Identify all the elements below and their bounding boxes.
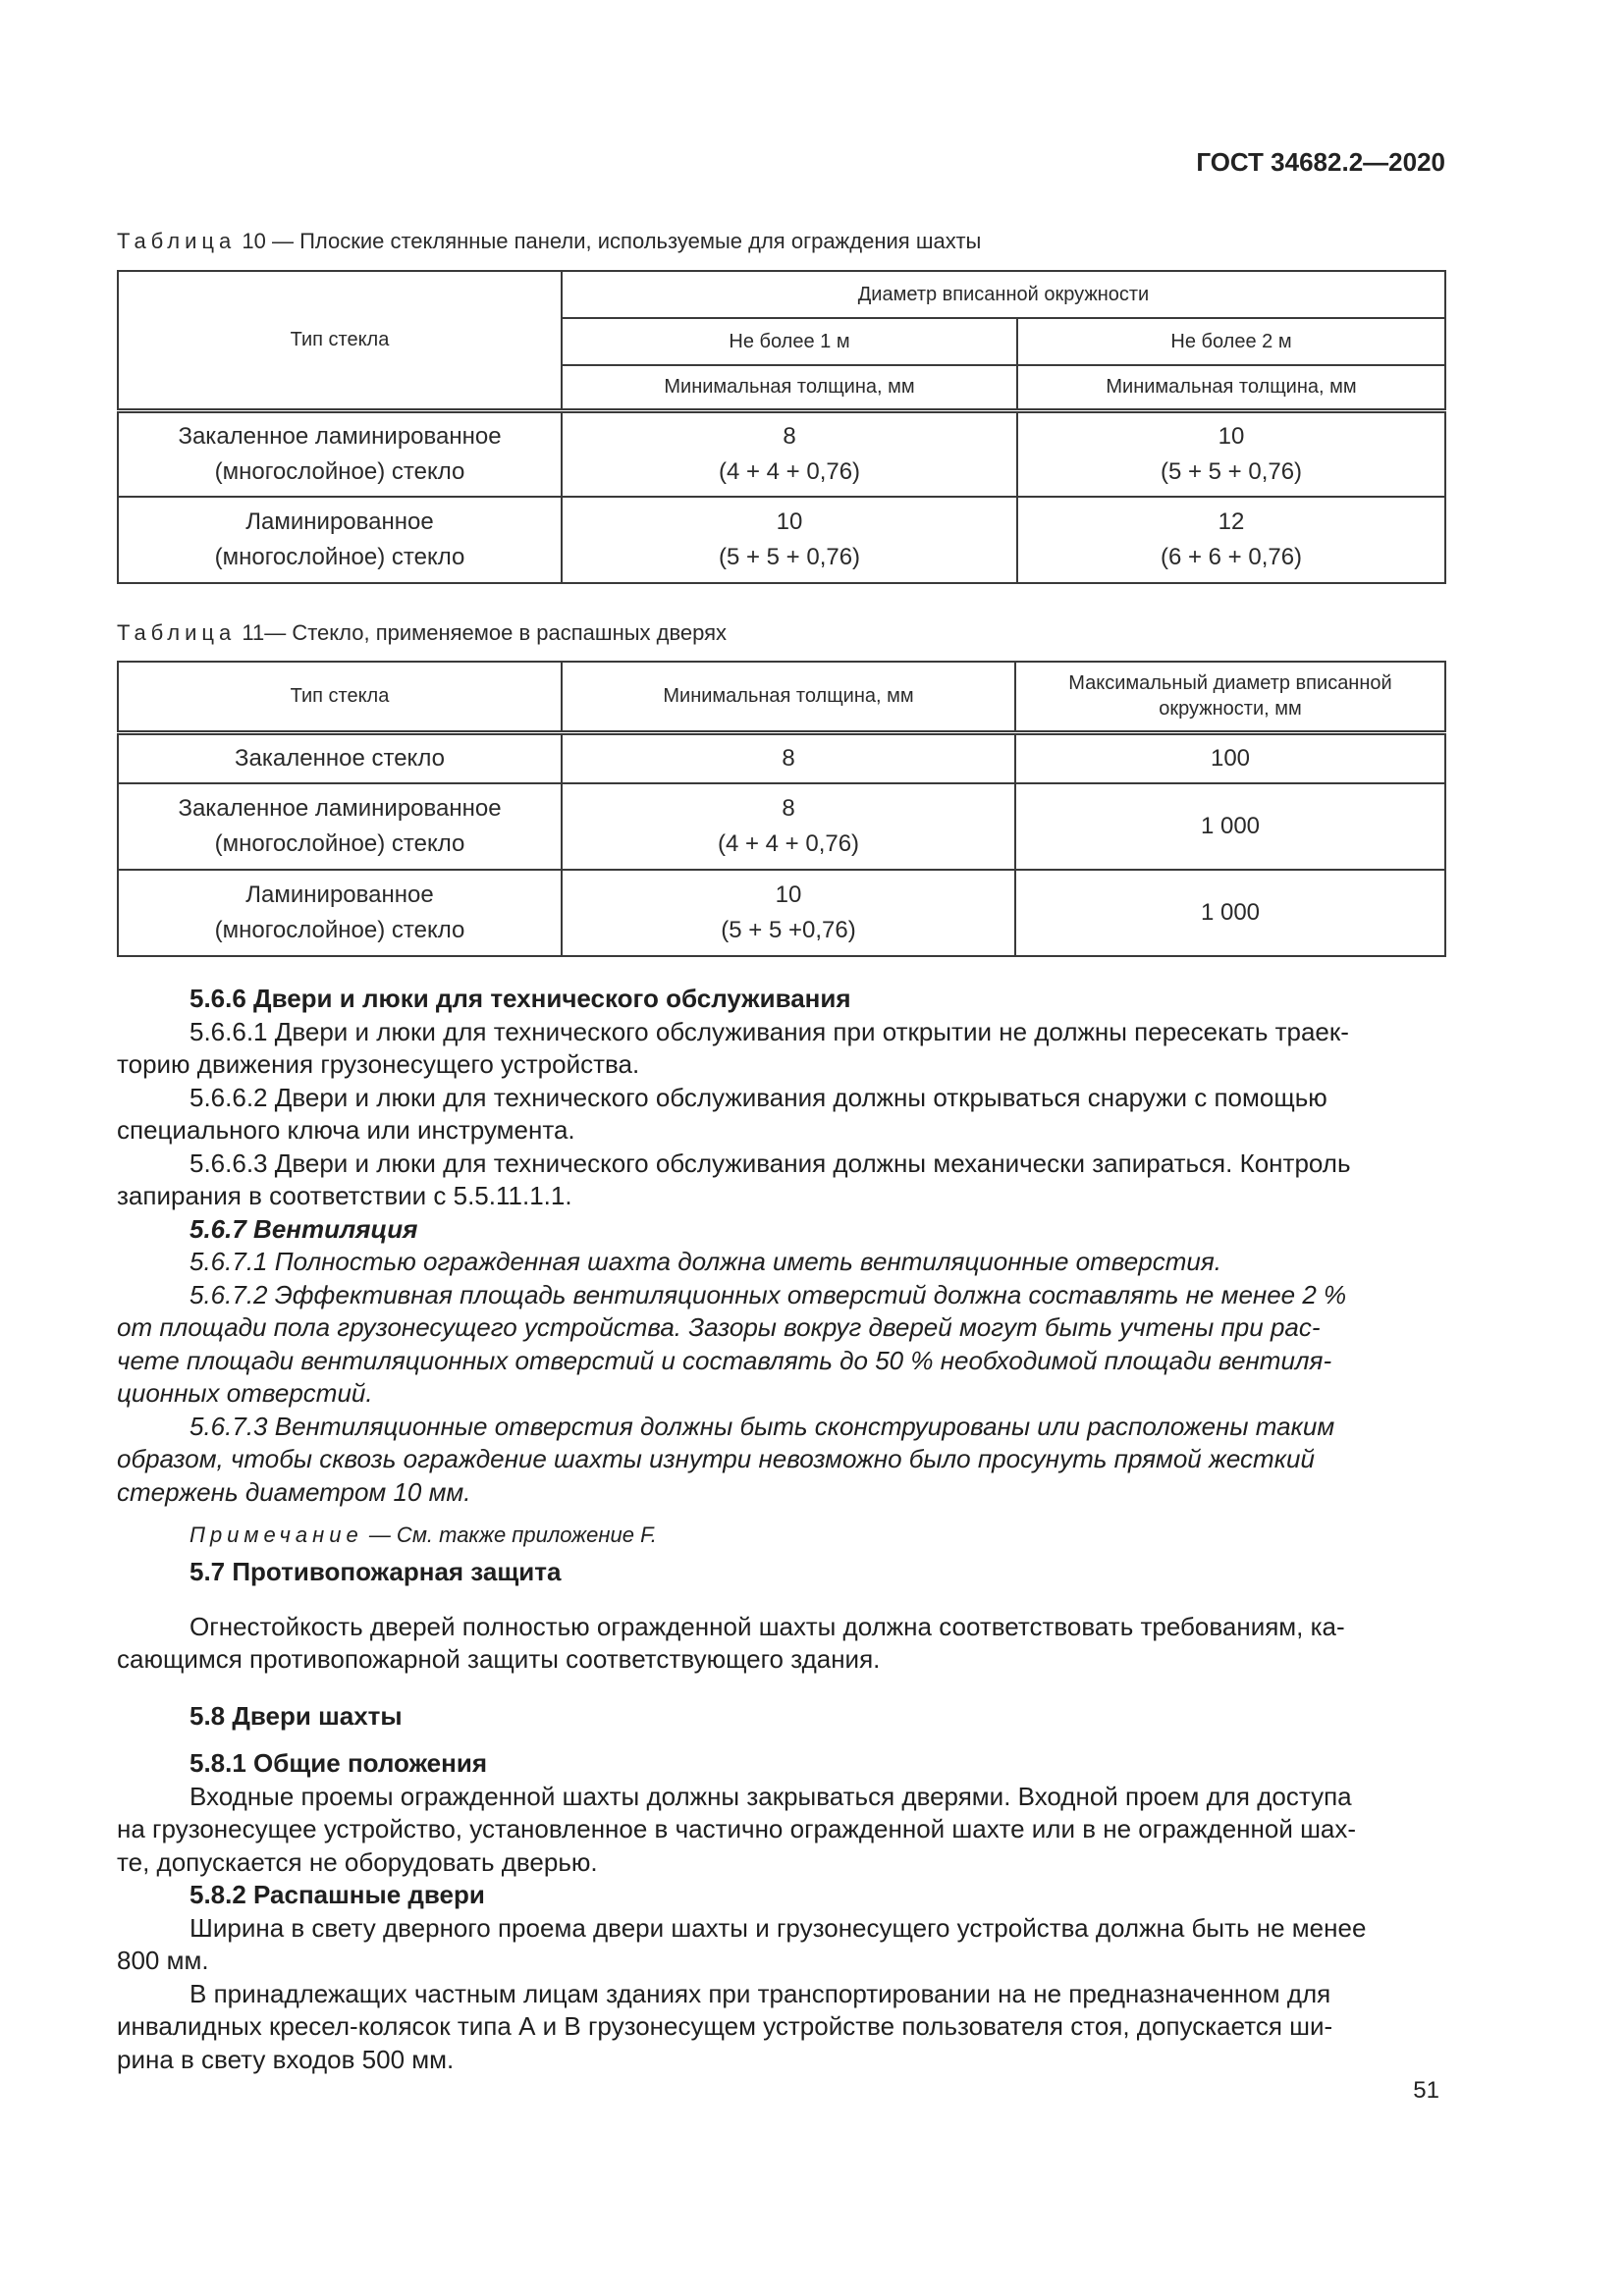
paragraph-line: образом, чтобы сквозь ограждение шахты изнутри невозможно было просунуть прямой жесткий <box>117 1444 1315 1473</box>
paragraph-line: инвалидных кресел-колясок типа А и В грузонесущем устройстве пользователя стоя, допускается ши- <box>117 2011 1333 2041</box>
table-10-header-2m: Не более 2 м <box>1017 318 1445 365</box>
paragraph-line: 5.6.7.1 Полностью огражденная шахта должна иметь вентиляционные отверстия. <box>189 1247 1221 1276</box>
table-cell-thickness: 8 (4 + 4 + 0,76) <box>562 410 1017 497</box>
table-10 <box>117 270 1446 584</box>
table-cell-max-diameter: 1 000 <box>1015 870 1445 956</box>
paragraph-line: Ширина в свету дверного проема двери шахты и грузонесущего устройства должна быть не менее <box>189 1912 1367 1943</box>
table-10-header-1m: Не более 1 м <box>562 318 1017 365</box>
table-11-caption-text: 11— Стекло, применяемое в распашных дверях <box>236 620 728 645</box>
table-cell-thickness: 10 (5 + 5 + 0,76) <box>562 497 1017 583</box>
table-11-header-max-diameter: Максимальный диаметр вписанной окружности, мм <box>1015 662 1445 732</box>
paragraph-line: Входные проемы огражденной шахты должны закрываться дверями. Входной проем для доступа <box>189 1781 1352 1811</box>
section-heading: 5.6.7 Вентиляция <box>189 1213 418 1244</box>
table-row <box>118 497 1445 583</box>
table-10-caption <box>117 229 981 254</box>
section-heading: 5.8 Двери шахты <box>189 1700 403 1731</box>
table-cell-glass-type: Ламинированное (многослойное) стекло <box>118 870 562 956</box>
table-10-header-diameter: Диаметр вписанной окружности <box>562 271 1445 318</box>
body-text <box>117 983 1444 2076</box>
table-10-header-min-thickness: Минимальная толщина, мм <box>562 365 1017 410</box>
table-10-header-min-thickness: Минимальная толщина, мм <box>1017 365 1445 410</box>
table-cell-glass-type: Закаленное ламинированное (многослойное) стекло <box>118 783 562 870</box>
paragraph-line: 5.6.7.3 Вентиляционные отверстия должны быть сконструированы или расположены таким <box>189 1411 1335 1441</box>
table-11-header-type: Тип стекла <box>118 662 562 732</box>
section-heading: 5.6.6 Двери и люки для технического обслуживания <box>189 984 851 1013</box>
table-11 <box>117 661 1446 957</box>
paragraph-line: 800 мм. <box>117 1946 209 1975</box>
paragraph-line: от площади пола грузонесущего устройства. Зазоры вокруг дверей могут быть учтены при рас- <box>117 1312 1321 1342</box>
note <box>117 1519 1444 1552</box>
paragraph-line: 5.6.6.1 Двери и люки для технического обслуживания при открытии не должны пересекать траек- <box>189 1016 1349 1046</box>
table-10-caption-text: 10 — Плоские стеклянные панели, используемые для ограждения шахты <box>236 229 982 253</box>
paragraph-line: 5.6.6.3 Двери и люки для технического обслуживания должны механически запираться. Контроль <box>189 1148 1351 1178</box>
table-row <box>118 783 1445 870</box>
table-cell-max-diameter: 100 <box>1015 732 1445 783</box>
paragraph-line: Огнестойкость дверей полностью огражденной шахты должна соответствовать требованиям, ка- <box>189 1611 1345 1641</box>
table-cell-thickness: 10 (5 + 5 +0,76) <box>562 870 1015 956</box>
table-cell-thickness: 8 <box>562 732 1015 783</box>
table-11-caption-prefix: Таблица <box>117 620 237 645</box>
table-row <box>118 732 1445 783</box>
table-10-header-type: Тип стекла <box>118 271 562 410</box>
paragraph-line: сающимся противопожарной защиты соответствующего здания. <box>117 1644 881 1674</box>
paragraph-line: 5.6.6.2 Двери и люки для технического обслуживания должны открываться снаружи с помощью <box>189 1082 1327 1112</box>
paragraph-line: чете площади вентиляционных отверстий и составлять до 50 % необходимой площади вентиля- <box>117 1345 1332 1375</box>
paragraph-line: запирания в соответствии с 5.5.11.1.1. <box>117 1181 572 1210</box>
table-11-header-min-thickness: Минимальная толщина, мм <box>562 662 1015 732</box>
paragraph-line: ционных отверстий. <box>117 1378 373 1408</box>
paragraph-line: торию движения грузонесущего устройства. <box>117 1049 640 1079</box>
section-heading: 5.7 Противопожарная защита <box>189 1557 562 1586</box>
paragraph-line: В принадлежащих частным лицам зданиях при транспортировании на не предназначенном для <box>189 1978 1331 2008</box>
note-label: Примечание <box>189 1522 363 1547</box>
paragraph-line: стержень диаметром 10 мм. <box>117 1476 471 1507</box>
table-cell-glass-type: Ламинированное (многослойное) стекло <box>118 497 562 583</box>
paragraph-line: 5.6.7.2 Эффективная площадь вентиляционных отверстий должна составлять не менее 2 % <box>189 1279 1347 1309</box>
paragraph-line: на грузонесущее устройство, установленное в частично огражденной шахте или в не огражденной шах- <box>117 1814 1357 1843</box>
table-cell-max-diameter: 1 000 <box>1015 783 1445 870</box>
standard-number: ГОСТ 34682.2—2020 <box>1196 147 1445 177</box>
paragraph-line: те, допускается не оборудовать дверью. <box>117 1846 598 1877</box>
table-11-caption <box>117 620 727 646</box>
table-cell-thickness: 10 (5 + 5 + 0,76) <box>1017 410 1445 497</box>
section-heading: 5.8.1 Общие положения <box>189 1748 487 1778</box>
section-heading: 5.8.2 Распашные двери <box>189 1880 485 1909</box>
table-cell-glass-type: Закаленное ламинированное (многослойное) стекло <box>118 410 562 497</box>
table-cell-thickness: 12 (6 + 6 + 0,76) <box>1017 497 1445 583</box>
table-cell-thickness: 8 (4 + 4 + 0,76) <box>562 783 1015 870</box>
table-row <box>118 410 1445 497</box>
paragraph-line: рина в свету входов 500 мм. <box>117 2044 455 2074</box>
table-10-caption-prefix: Таблица <box>117 229 237 253</box>
paragraph-line: специального ключа или инструмента. <box>117 1115 575 1145</box>
table-row <box>118 870 1445 956</box>
note-text: — См. также приложение F. <box>362 1522 657 1547</box>
page-number: 51 <box>1413 2077 1439 2104</box>
table-cell-glass-type: Закаленное стекло <box>118 732 562 783</box>
